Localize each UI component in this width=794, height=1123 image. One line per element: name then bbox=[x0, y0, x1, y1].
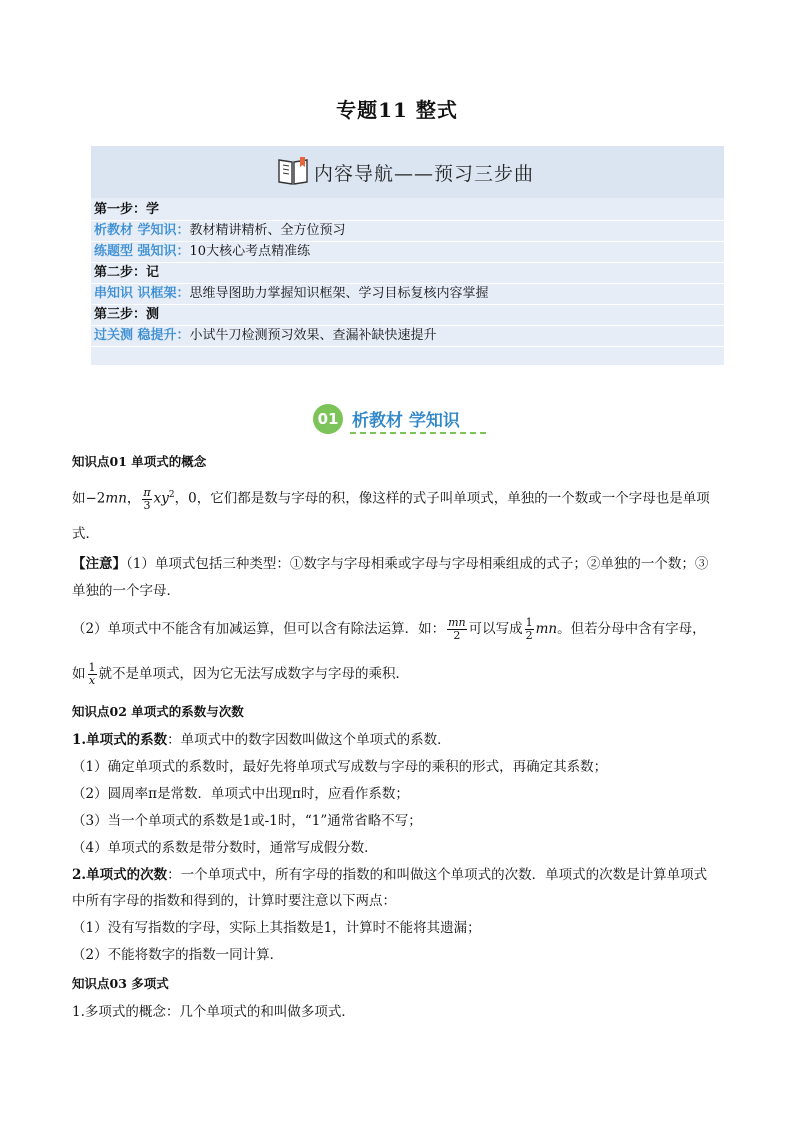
kp1-rule2-line1: （2）单项式中不能含有加减运算，但可以含有除法运算．如： $\frac{mn}{2}$ 可以写成 $\frac{1}{2}$ mn。但若分母中含有字母， bbox=[72, 616, 706, 642]
nav-item-practice: 练题型 强知识：10大核心考点精准练 bbox=[91, 242, 724, 263]
kp2-line9: （2）不能将数字的指数一同计算． bbox=[72, 947, 284, 963]
section-title: 析教材 学知识 bbox=[352, 411, 460, 431]
kp1-title: 知识点01 单项式的概念 bbox=[72, 454, 207, 469]
nav-header bbox=[91, 146, 724, 198]
nav-header-title: 内容导航——预习三步曲 bbox=[314, 162, 535, 185]
kp1-paragraph-line1: 如−2mn， $\frac{\pi}{3}$ $xy^2$，0，它们都是数与字母的积，像这样的式子叫单项式，单独的一个数或一个字母也是单项 bbox=[72, 485, 710, 512]
kp1-paragraph-line2: 式． bbox=[72, 526, 99, 542]
section-number-badge: 01 bbox=[313, 404, 343, 434]
section-underline bbox=[350, 432, 486, 434]
kp1-rule2-line2: 如 $\frac{1}{x}$ 就不是单项式，因为它无法写成数字与字母的乘积． bbox=[72, 661, 409, 687]
kp2-line4: （3）当一个单项式的系数是1或-1时，“1”通常省略不写； bbox=[72, 813, 422, 829]
book-icon bbox=[276, 153, 310, 191]
nav-item-framework: 串知识 识框架：思维导图助力掌握知识框架、学习目标复核内容掌握 bbox=[91, 284, 724, 305]
section-heading bbox=[310, 400, 490, 438]
kp2-line8: （1）没有写指数的字母，实际上其指数是1，计算时不能将其遗漏； bbox=[72, 920, 481, 936]
content-navigation-box bbox=[91, 146, 724, 365]
kp1-note-line1: 【注意】（1）单项式包括三种类型：①数字与字母相乘或字母与字母相乘组成的式子；②单独的一个数；③ bbox=[72, 556, 709, 572]
kp3-line1: 1.多项式的概念：几个单项式的和叫做多项式． bbox=[72, 1004, 355, 1020]
nav-item-read-textbook: 析教材 学知识：教材精讲精析、全方位预习 bbox=[91, 221, 724, 242]
kp2-line1: 1.单项式的系数：单项式中的数字因数叫做这个单项式的系数． bbox=[72, 732, 451, 748]
kp1-note-line2: 单独的一个字母． bbox=[72, 583, 180, 599]
kp2-title: 知识点02 单项式的系数与次数 bbox=[72, 704, 244, 719]
nav-step-1: 第一步：学 bbox=[91, 200, 724, 221]
page-title: 专题11 整式 bbox=[336, 98, 458, 122]
kp2-line6: 2.单项式的次数：一个单项式中，所有字母的指数的和叫做这个单项式的次数．单项式的次数是计算单项式 bbox=[72, 867, 708, 883]
kp3-title: 知识点03 多项式 bbox=[72, 976, 169, 991]
nav-item-test: 过关测 稳提升：小试牛刀检测预习效果、查漏补缺快速提升 bbox=[91, 326, 724, 347]
kp2-line3: （2）圆周率π是常数．单项式中出现π时，应看作系数； bbox=[72, 786, 409, 802]
kp2-line5: （4）单项式的系数是带分数时，通常写成假分数． bbox=[72, 840, 378, 856]
nav-step-3: 第三步：测 bbox=[91, 305, 724, 326]
kp2-line7: 中所有字母的指数和得到的，计算时要注意以下两点： bbox=[72, 893, 396, 909]
nav-step-2: 第二步：记 bbox=[91, 263, 724, 284]
kp2-line2: （1）确定单项式的系数时，最好先将单项式写成数与字母的乘积的形式，再确定其系数； bbox=[72, 759, 608, 775]
